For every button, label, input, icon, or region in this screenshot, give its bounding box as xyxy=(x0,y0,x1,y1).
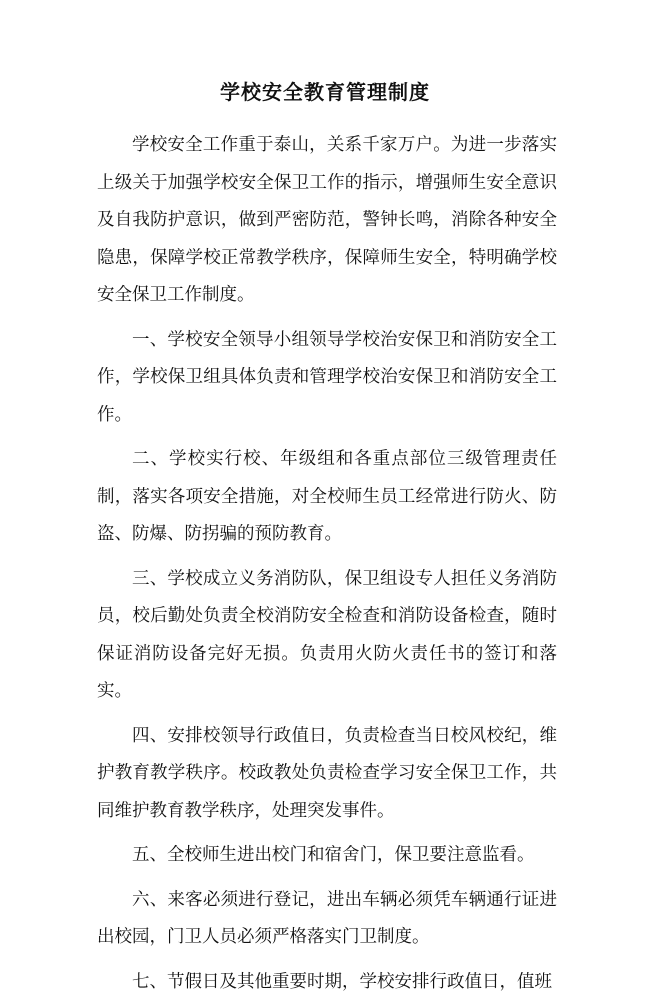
document-body xyxy=(97,127,557,1008)
document-title: 学校安全教育管理制度 xyxy=(220,80,430,104)
rule-paragraph-6: 六、来客必须进行登记，进出车辆必须凭车辆通行证进出校园，门卫人员必须严格落实门卫制度。 xyxy=(97,889,557,947)
rule-paragraph-7: 七、节假日及其他重要时期，学校安排行政值日，值班 xyxy=(132,971,552,992)
rule-paragraph-1: 一、学校安全领导小组领导学校治安保卫和消防安全工作，学校保卫组具体负责和管理学校治安保卫和消防安全工作。 xyxy=(97,329,557,425)
rule-paragraph-4: 四、安排校领导行政值日，负责检查当日校风校纪，维护教育教学秩序。校政教处负责检查学习安全保卫工作，共同维护教育教学秩序，处理突发事件。 xyxy=(97,725,557,821)
intro-paragraph: 学校安全工作重于泰山，关系千家万户。为进一步落实上级关于加强学校安全保卫工作的指示，增强师生安全意识及自我防护意识，做到严密防范，警钟长鸣，消除各种安全隐患，保障学校正常教学秩序，保障师生安全，特明确学校安全保卫工作制度。 xyxy=(97,135,557,305)
rule-paragraph-5: 五、全校师生进出校门和宿舍门，保卫要注意监看。 xyxy=(132,845,535,865)
rule-paragraph-2: 二、学校实行校、年级组和各重点部位三级管理责任制，落实各项安全措施，对全校师生员工经常进行防火、防盗、防爆、防拐骗的预防教育。 xyxy=(97,449,557,544)
rule-paragraph-3: 三、学校成立义务消防队，保卫组设专人担任义务消防员，校后勤处负责全校消防安全检查和消防设备检查，随时保证消防设备完好无损。负责用火防火责任书的签订和落实。 xyxy=(97,568,557,701)
